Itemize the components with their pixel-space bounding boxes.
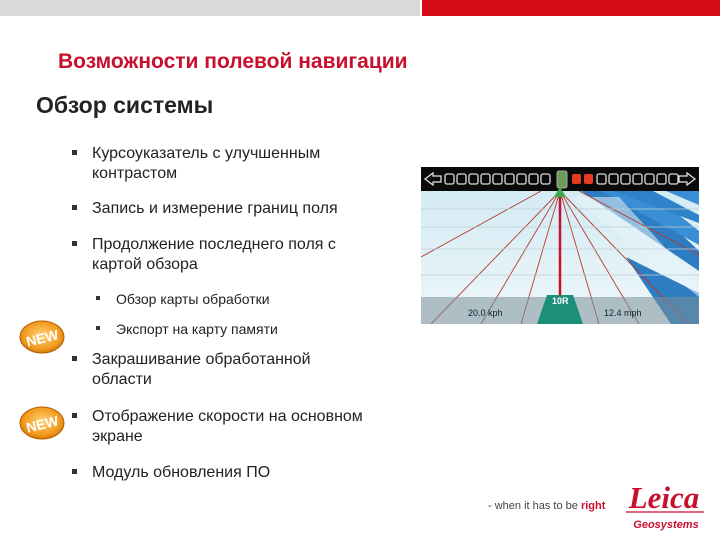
new-badge: [18, 404, 66, 442]
sub-bullet-text: Экспорт на карту памяти: [116, 321, 278, 337]
new-badge-label: NEW: [24, 326, 61, 350]
bullet-line-1: Модуль обновления ПО: [92, 464, 271, 481]
top-bar-grey: [0, 0, 420, 16]
bullet-marker: [72, 241, 77, 246]
sub-bullet-marker: [96, 296, 100, 300]
bullet-line-1: Закрашивание обработанной: [92, 351, 311, 368]
new-badge-label: NEW: [24, 412, 61, 436]
bullet-line-1: Курсоуказатель с улучшенным: [92, 145, 321, 162]
page-title: Возможности полевой навигации: [58, 50, 408, 73]
page-subtitle: Обзор системы: [36, 92, 214, 118]
bullet-line-1: Запись и измерение границ поля: [92, 200, 338, 217]
top-bar-red: [422, 0, 720, 16]
sub-bullet-marker: [96, 326, 100, 330]
bullet-line-1: Отображение скорости на основном: [92, 408, 363, 425]
bullet-marker: [72, 205, 77, 210]
leica-logo: [614, 478, 714, 534]
bullet-marker: [72, 150, 77, 155]
bullet-marker: [72, 469, 77, 474]
logo-wordmark: Leica: [628, 480, 700, 515]
bullet-marker: [72, 413, 77, 418]
left-speed-readout: 20.0 kph: [468, 308, 503, 318]
new-badge: [18, 318, 66, 356]
bullet-line-2: контрастом: [92, 165, 178, 182]
tagline-prefix: - when it has to be: [488, 500, 581, 512]
sub-bullet-text: Обзор карты обработки: [116, 291, 270, 307]
right-speed-readout: 12.4 mph: [604, 308, 642, 318]
bullet-marker: [72, 356, 77, 361]
tagline-strong: right: [580, 500, 606, 512]
bullet-line-2: картой обзора: [92, 256, 198, 273]
bullet-line-1: Продолжение последнего поля с: [92, 236, 336, 253]
logo-subline: Geosystems: [633, 519, 699, 531]
footer-tagline: [488, 500, 605, 512]
swath-line-label: 10R: [552, 296, 569, 306]
bullet-line-2: экране: [92, 428, 143, 445]
bullet-line-2: области: [92, 371, 152, 388]
